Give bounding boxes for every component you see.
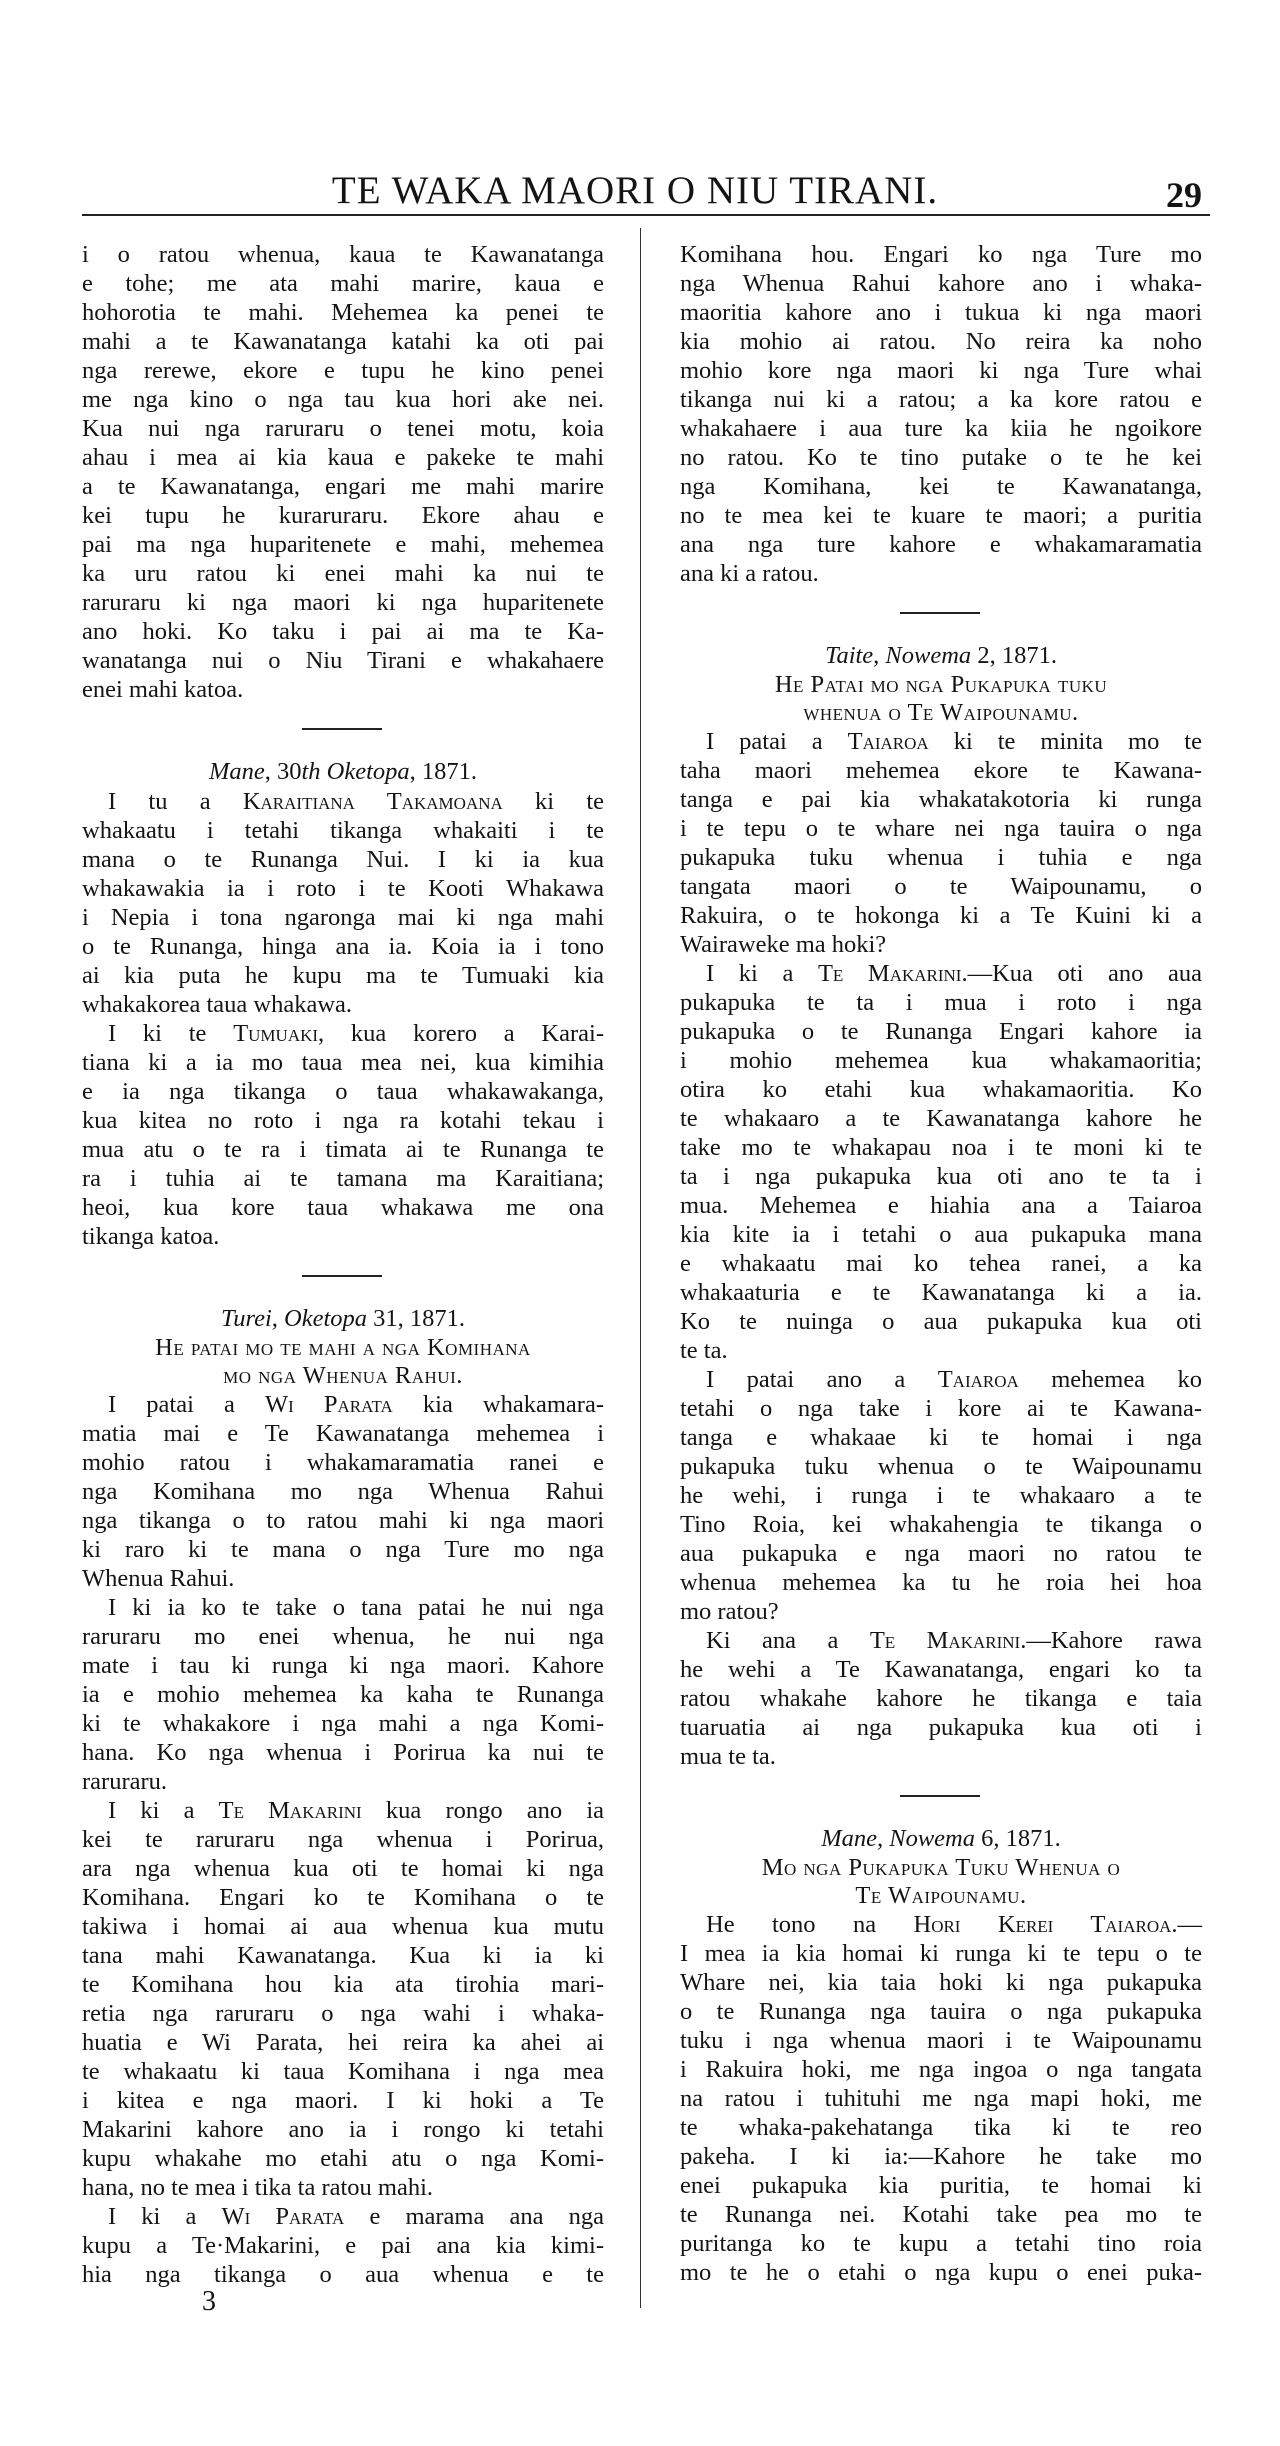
text-run: mehemea ko xyxy=(1018,1366,1202,1393)
text-line: mo te he o etahi o nga kupu o enei puka- xyxy=(680,2259,1202,2286)
text-line xyxy=(680,959,1202,988)
text-line: mo ratou? xyxy=(680,1598,779,1625)
text-line: no te mea kei te kuare te maori; a puritia xyxy=(680,502,1202,529)
section-heading xyxy=(680,671,1202,727)
text-line: te whaka-pakehatanga tika ki te reo xyxy=(680,2114,1202,2141)
text-run: I ki a xyxy=(108,1797,219,1824)
text-line: ai kia puta he kupu ma te Tumuaki kia xyxy=(82,962,604,989)
text-line xyxy=(82,1796,604,1825)
text-run: He tono na xyxy=(706,1911,914,1938)
text-line: i o ratou whenua, kaua te Kawanatanga xyxy=(82,241,604,268)
text-line: e tohe; me ata mahi marire, kaua e xyxy=(82,270,604,297)
session-date xyxy=(82,1303,604,1334)
text-line: te whakaatu ki taua Komihana i nga mea xyxy=(82,2058,604,2085)
text-line: ki te whakakore i nga mahi a nga Komi- xyxy=(82,1710,604,1737)
speaker-name: Te Makarini xyxy=(817,960,962,987)
session-date xyxy=(680,1823,1202,1854)
section-divider xyxy=(82,1251,604,1303)
text-line: pukapuka te ta i mua i roto i nga xyxy=(680,989,1202,1016)
section-divider xyxy=(82,704,604,756)
text-line: tana mahi Kawanatanga. Kua ki ia ki xyxy=(82,1942,604,1969)
text-line: kei te raruraru nga whenua i Porirua, xyxy=(82,1826,604,1853)
running-header xyxy=(0,168,1280,218)
text-run: I ki a xyxy=(108,2203,222,2230)
text-line: tangata maori o te Waipounamu, o xyxy=(680,873,1202,900)
text-line: ratou whakahe kahore he tikanga e taia xyxy=(680,1685,1202,1712)
text-line: Komihana. Engari ko te Komihana o te xyxy=(82,1884,604,1911)
speaker-name: Te Makarini xyxy=(218,1797,362,1824)
text-line: mate i tau ki runga ki nga maori. Kahore xyxy=(82,1652,604,1679)
text-line: ia e mohio mehemea ka kaha te Runanga xyxy=(82,1681,604,1708)
text-line: o te Runanga nga tauira o nga pukapuka xyxy=(680,1998,1202,2025)
text-line: tikanga katoa. xyxy=(82,1223,220,1250)
text-line: hana, no te mea i tika ta ratou mahi. xyxy=(82,2174,434,2201)
page-number: 29 xyxy=(1166,175,1202,215)
text-line: ana nga ture kahore e whakamaramatia xyxy=(680,531,1202,558)
speaker-name: Taiaroa xyxy=(937,1366,1019,1393)
text-run: Turei, Oketopa xyxy=(220,1305,368,1332)
speaker-name: Wi Parata xyxy=(264,1391,393,1418)
text-run: I ki a xyxy=(706,960,818,987)
text-run: e marama ana nga xyxy=(344,2203,604,2230)
text-line: tikanga nui ki a ratou; a ka kore ratou e xyxy=(680,386,1202,413)
text-line: e whakaatu mai ko tehea ranei, a ka xyxy=(680,1250,1202,1277)
text-line: pakeha. I ki ia:—Kahore he take mo xyxy=(680,2143,1202,2170)
left-column xyxy=(82,240,604,2315)
text-run: .—Kua oti ano aua xyxy=(961,960,1203,987)
text-line: kei tupu he kuraruraru. Ekore ahau e xyxy=(82,502,604,529)
text-line: raruraru mo enei whenua, he nui nga xyxy=(82,1623,604,1650)
text-line: o te Runanga, hinga ana ia. Koia ia i tono xyxy=(82,933,604,960)
text-line: mahi a te Kawanatanga katahi ka oti pai xyxy=(82,328,604,355)
text-line: na ratou i tuhituhi me nga mapi hoki, me xyxy=(680,2085,1202,2112)
text-line: nga Komihana mo nga Whenua Rahui xyxy=(82,1478,604,1505)
text-line: Rakuira, o te hokonga ki a Te Kuini ki a xyxy=(680,902,1202,929)
text-run: .—Kahore rawa xyxy=(1020,1627,1203,1654)
text-line: i te tepu o te whare nei nga tauira o nga xyxy=(680,815,1202,842)
text-run: ki te minita mo te xyxy=(928,728,1202,755)
text-run: ki te xyxy=(502,788,605,815)
speaker-name: Taiaroa xyxy=(847,728,929,755)
text-line: aua pukapuka e nga maori no ratou te xyxy=(680,1540,1202,1567)
text-line: tanga e whakaae ki te homai i nga xyxy=(680,1424,1202,1451)
paragraph xyxy=(82,1019,604,1251)
text-line: matia mai e Te Kawanatanga mehemea i xyxy=(82,1420,604,1447)
session-date xyxy=(680,640,1202,671)
paragraph xyxy=(82,787,604,1019)
heading-line: He patai mo te mahi a nga Komihana xyxy=(155,1334,531,1361)
text-line: mohio kore nga maori ki nga Ture whai xyxy=(680,357,1202,384)
text-line: te ta. xyxy=(680,1337,728,1364)
text-run: Mane xyxy=(208,758,265,785)
text-run: , 1871. xyxy=(409,758,478,785)
text-line: I mea ia kia homai ki runga ki te tepu o te xyxy=(680,1940,1202,1967)
text-line: mana o te Runanga Nui. I ki ia kua xyxy=(82,846,604,873)
text-line: te Runanga nei. Kotahi take pea mo te xyxy=(680,2201,1202,2228)
text-line: ki raro ki te mana o nga Ture mo nga xyxy=(82,1536,604,1563)
text-line: mohio ratou i whakamaramatia ranei e xyxy=(82,1449,604,1476)
text-line: ahau i mea ai kia kaua e pakeke te mahi xyxy=(82,444,604,471)
text-line: whakahaere i aua ture ka kiia he ngoikore xyxy=(680,415,1202,442)
text-line: whakaaturia e te Kawanatanga ki a ia. xyxy=(680,1279,1202,1306)
text-line: he wehi, i runga i te whakaaro a te xyxy=(680,1482,1202,1509)
text-line: takiwa i homai ai aua whenua kua mutu xyxy=(82,1913,604,1940)
text-line: Kua nui nga raruraru o tenei motu, koia xyxy=(82,415,604,442)
text-line: hana. Ko nga whenua i Porirua ka nui te xyxy=(82,1739,604,1766)
text-line: raruraru ki nga maori ki nga huparitenete xyxy=(82,589,604,616)
text-line: wanatanga nui o Niu Tirani e whakahaere xyxy=(82,647,604,674)
text-line: hia nga tikanga o aua whenua e te xyxy=(82,2261,604,2288)
text-line: Ko te nuinga o aua pukapuka kua oti xyxy=(680,1308,1202,1335)
paragraph xyxy=(680,240,1202,588)
text-line: nga tikanga o to ratou mahi ki nga maori xyxy=(82,1507,604,1534)
text-line: te Komihana hou kia ata tirohia mari- xyxy=(82,1971,604,1998)
text-line: Tino Roia, kei whakahengia te tikanga o xyxy=(680,1511,1202,1538)
text-line xyxy=(82,1390,604,1419)
text-line xyxy=(680,1365,1202,1394)
speaker-name: Hori Kerei Taiaroa xyxy=(913,1911,1172,1938)
text-run: th Oketopa xyxy=(301,758,410,785)
text-line: Whare nei, kia taia hoki ki nga pukapuka xyxy=(680,1969,1202,1996)
paragraph xyxy=(82,2202,604,2289)
section-divider xyxy=(680,1771,1202,1823)
text-run: kia whakamara- xyxy=(392,1391,604,1418)
text-line: pukapuka tuku whenua o te Waipounamu xyxy=(680,1453,1202,1480)
section-divider xyxy=(680,588,1202,640)
text-line: otira ko etahi kua whakamaoritia. Ko xyxy=(680,1076,1202,1103)
text-line: tanga e pai kia whakatakotoria ki runga xyxy=(680,786,1202,813)
text-line: ta i nga pukapuka kua oti ano te ta i xyxy=(680,1163,1202,1190)
text-line: tuku i nga whenua maori i te Waipounamu xyxy=(680,2027,1202,2054)
text-line: i kitea e nga maori. I ki hoki a Te xyxy=(82,2087,604,2114)
paragraph xyxy=(82,1593,604,1796)
text-run: 2, 1871. xyxy=(971,642,1057,669)
text-line: maoritia kahore ano i tukua ki nga maori xyxy=(680,299,1202,326)
text-line: Wairaweke ma hoki? xyxy=(680,931,887,958)
text-line: kupu a Te·Makarini, e pai ana kia kimi- xyxy=(82,2232,604,2259)
text-line: mua. Mehemea e hiahia ana a Taiaroa xyxy=(680,1192,1202,1219)
text-line: Whenua Rahui. xyxy=(82,1565,235,1592)
text-line: nga rerewe, ekore e tupu he kino penei xyxy=(82,357,604,384)
text-line: whakawakia ia i roto i te Kooti Whakawa xyxy=(82,875,604,902)
right-column xyxy=(680,240,1202,2287)
text-run: kua rongo ano ia xyxy=(361,1797,605,1824)
text-line: ka uru ratou ki enei mahi ka nui te xyxy=(82,560,604,587)
text-line: enei mahi katoa. xyxy=(82,676,244,703)
text-line: kia mohio ai ratou. No reira ka noho xyxy=(680,328,1202,355)
speaker-name: Wi Parata xyxy=(221,2203,345,2230)
text-line: retia nga raruraru o nga wahi i whaka- xyxy=(82,2000,604,2027)
paragraph xyxy=(82,1796,604,2202)
paragraph xyxy=(680,959,1202,1365)
text-line: i mohio mehemea kua whakamaoritia; xyxy=(680,1047,1202,1074)
text-run: , kua korero a Karai- xyxy=(318,1020,604,1047)
speaker-name: Tumuaki xyxy=(233,1020,319,1047)
text-line: I ki ia ko te take o tana patai he nui nga xyxy=(108,1594,604,1621)
text-run: I patai a xyxy=(706,728,848,755)
text-line: pai ma nga huparitenete e mahi, mehemea xyxy=(82,531,604,558)
speaker-name: Karaitiana Takamoana xyxy=(242,788,503,815)
signature-mark: 3 xyxy=(202,2286,216,2317)
paragraph xyxy=(680,1365,1202,1626)
text-line: me nga kino o nga tau kua hori ake nei. xyxy=(82,386,604,413)
text-line: i Nepia i tona ngaronga mai ki nga mahi xyxy=(82,904,604,931)
text-line xyxy=(680,1910,1202,1939)
text-line: a te Kawanatanga, engari me mahi marire xyxy=(82,473,604,500)
text-line: whenua mehemea ka tu he roia hei hoa xyxy=(680,1569,1202,1596)
section-heading xyxy=(82,1334,604,1390)
text-run: 6, 1871. xyxy=(975,1825,1061,1852)
text-line: huatia e Wi Parata, hei reira ka ahei ai xyxy=(82,2029,604,2056)
text-line: i Rakuira hoki, me nga ingoa o nga tangata xyxy=(680,2056,1202,2083)
text-line xyxy=(680,727,1202,756)
text-line: kupu whakahe mo etahi atu o nga Komi- xyxy=(82,2145,604,2172)
text-line: mua atu o te ra i timata ai te Runanga te xyxy=(82,1136,604,1163)
text-line: no ratou. Ko te tino putake o te he kei xyxy=(680,444,1202,471)
text-run: Taite, Nowema xyxy=(825,642,972,669)
text-line: nga Komihana, kei te Kawanatanga, xyxy=(680,473,1202,500)
speaker-name: Te Makarini xyxy=(869,1627,1021,1654)
heading-line: Mo nga Pukapuka Tuku Whenua o xyxy=(761,1854,1121,1881)
text-line xyxy=(82,2202,604,2231)
text-line: mua te ta. xyxy=(680,1743,776,1770)
text-run: , 30 xyxy=(264,758,302,785)
text-line: puritanga ko te kupu a tetahi tino roia xyxy=(680,2230,1202,2257)
text-line xyxy=(82,787,604,816)
text-line: pukapuka o te Runanga Engari kahore ia xyxy=(680,1018,1202,1045)
text-line: taha maori mehemea ekore te Kawana- xyxy=(680,757,1202,784)
text-line: ana ki a ratou. xyxy=(680,560,819,587)
text-run: I patai ano a xyxy=(706,1366,938,1393)
header-rule xyxy=(82,214,1210,216)
text-line: he wehi a Te Kawanatanga, engari ko ta xyxy=(680,1656,1202,1683)
text-run: Ki ana a xyxy=(706,1627,870,1654)
paragraph xyxy=(680,1910,1202,2287)
text-line: heoi, kua kore taua whakawa me ona xyxy=(82,1194,604,1221)
text-line: ra i tuhia ai te tamana ma Karaitiana; xyxy=(82,1165,604,1192)
text-line: enei pukapuka kia puritia, te homai ki xyxy=(680,2172,1202,2199)
text-line: te whakaaro a te Kawanatanga kahore he xyxy=(680,1105,1202,1132)
heading-line: He Patai mo nga Pukapuka tuku xyxy=(774,671,1108,698)
text-line: ara nga whenua kua oti te homai ki nga xyxy=(82,1855,604,1882)
text-run: I tu a xyxy=(108,788,243,815)
text-line: hohorotia te mahi. Mehemea ka penei te xyxy=(82,299,604,326)
text-run: .— xyxy=(1171,1911,1203,1938)
session-date xyxy=(82,756,604,787)
text-run: I ki te xyxy=(108,1020,234,1047)
text-line: tetahi o nga take i kore ai te Kawana- xyxy=(680,1395,1202,1422)
text-line: tiana ki a ia mo taua mea nei, kua kimihia xyxy=(82,1049,604,1076)
text-line: e ia nga tikanga o taua whakawakanga, xyxy=(82,1078,604,1105)
paragraph xyxy=(82,240,604,704)
text-line: kia kite ia i tetahi o aua pukapuka mana xyxy=(680,1221,1202,1248)
section-heading xyxy=(680,1854,1202,1910)
text-line: tuaruatia ai nga pukapuka kua oti i xyxy=(680,1714,1202,1741)
text-line: raruraru. xyxy=(82,1768,168,1795)
text-line: ano hoki. Ko taku i pai ai ma te Ka- xyxy=(82,618,604,645)
text-line: pukapuka tuku whenua i tuhia e nga xyxy=(680,844,1202,871)
heading-line: whenua o Te Waipounamu. xyxy=(803,699,1079,726)
text-line xyxy=(82,1019,604,1048)
paragraph xyxy=(680,727,1202,959)
heading-line: mo nga Whenua Rahui. xyxy=(223,1362,463,1389)
text-line: whakakorea taua whakawa. xyxy=(82,991,353,1018)
newspaper-title: TE WAKA MAORI O NIU TIRANI. xyxy=(331,169,939,212)
paragraph xyxy=(680,1626,1202,1771)
text-line: whakaatu i tetahi tikanga whakaiti i te xyxy=(82,817,604,844)
text-line: take mo te whakapau noa i te moni ki te xyxy=(680,1134,1202,1161)
text-run: Mane, Nowema xyxy=(821,1825,976,1852)
text-line: Komihana hou. Engari ko nga Ture mo xyxy=(680,241,1202,268)
heading-line: Te Waipounamu. xyxy=(855,1882,1027,1909)
text-run: 31, 1871. xyxy=(367,1305,466,1332)
paragraph xyxy=(82,1390,604,1593)
text-line: nga Whenua Rahui kahore ano i whaka- xyxy=(680,270,1202,297)
text-line: kua kitea no roto i nga ra kotahi tekau i xyxy=(82,1107,604,1134)
column-divider xyxy=(640,228,641,2308)
text-line xyxy=(680,1626,1202,1655)
text-run: I patai a xyxy=(108,1391,265,1418)
text-line: Makarini kahore ano ia i rongo ki tetahi xyxy=(82,2116,604,2143)
